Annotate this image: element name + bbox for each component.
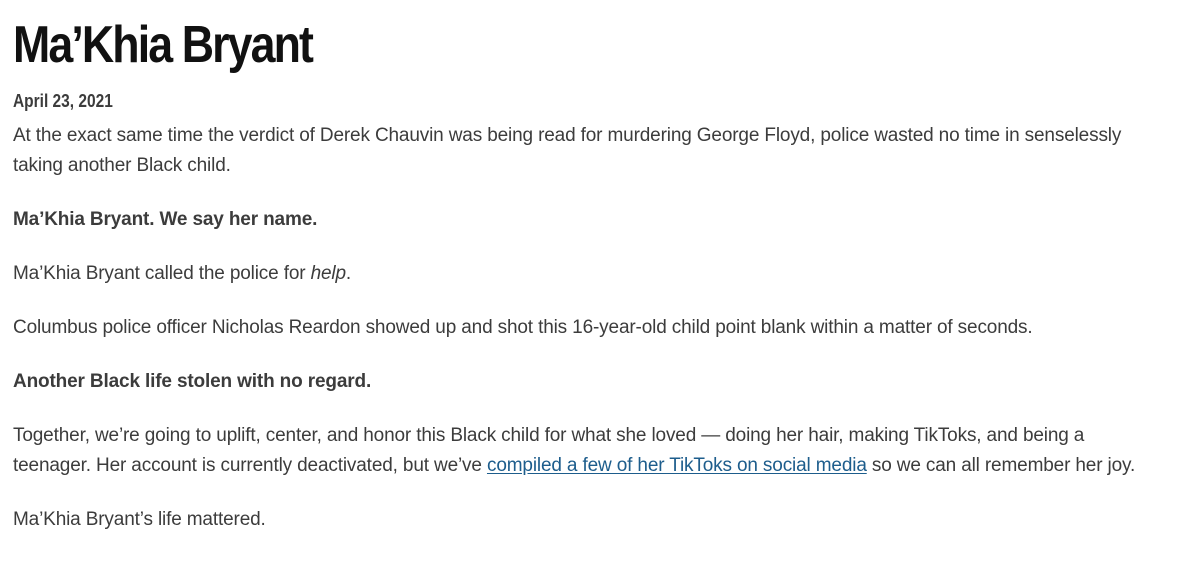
paragraph-together	[13, 421, 1153, 481]
article	[13, 0, 1153, 535]
paragraph-officer: Columbus police officer Nicholas Reardon showed up and shot this 16-year-old child point blank within a matter of seconds.	[13, 317, 1033, 338]
paragraph-called-police	[13, 259, 1153, 289]
paragraph-called-police-end: .	[345, 263, 352, 284]
paragraph-say-her-name: Ma’Khia Bryant. We say her name.	[13, 209, 318, 230]
paragraph-intro: At the exact same time the verdict of Derek Chauvin was being read for murdering George Floyd, police wasted no time in senselessly taking another Black child.	[13, 125, 1122, 176]
emphasis-help: help	[310, 263, 346, 284]
paragraph-together-end: so we can all remember her joy.	[866, 455, 1136, 476]
paragraph-together-text: Together, we’re going to uplift, center, and honor this Black child for what she loved — doing her hair, making TikToks, and being a teenager. Her account is currently deactivated, but we’ve	[13, 425, 1085, 476]
page-title: Ma’Khia Bryant	[13, 16, 313, 74]
paragraph-life-mattered: Ma’Khia Bryant’s life mattered.	[13, 509, 266, 530]
tiktoks-link[interactable]: compiled a few of her TikToks on social media	[486, 455, 867, 476]
paragraph-another-life: Another Black life stolen with no regard.	[13, 371, 372, 392]
publish-date: April 23, 2021	[13, 91, 113, 111]
paragraph-called-police-text: Ma’Khia Bryant called the police for	[13, 263, 311, 284]
